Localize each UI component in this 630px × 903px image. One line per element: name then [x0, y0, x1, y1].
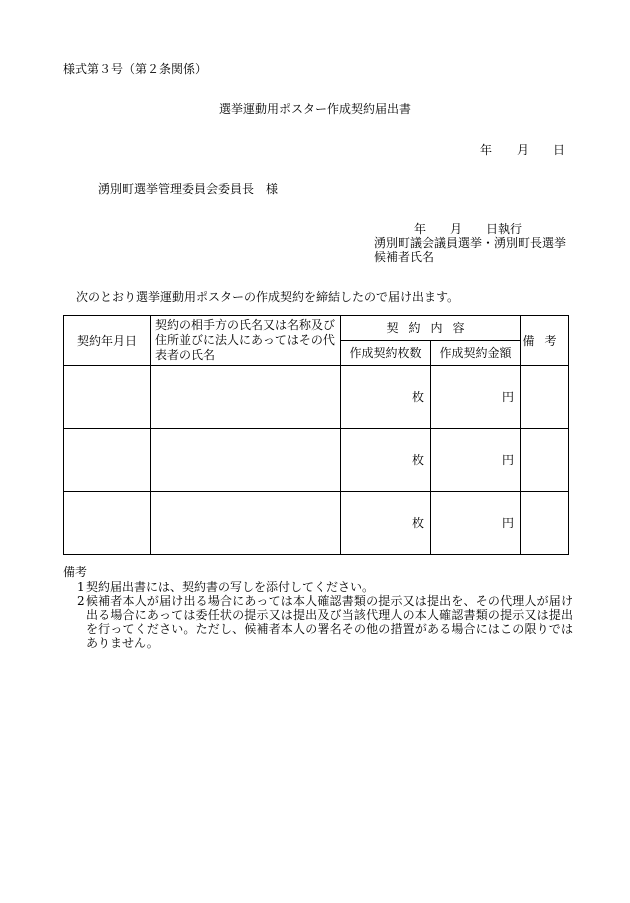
header-amount: 作成契約金額	[431, 341, 521, 366]
date-day-label: 日	[553, 143, 566, 157]
amount-unit: 円	[502, 453, 515, 467]
table-row	[64, 492, 569, 555]
page-title: 選挙運動用ポスター作成契約届出書	[218, 102, 411, 116]
note-number: 1	[77, 580, 85, 594]
cell-counterparty[interactable]	[151, 492, 341, 555]
cell-remarks[interactable]	[521, 492, 569, 555]
amount-unit: 円	[502, 516, 515, 530]
cell-count[interactable]	[341, 429, 431, 492]
execution-date: 年 月 日執行	[414, 222, 523, 236]
cell-counterparty[interactable]	[151, 429, 341, 492]
form-number: 様式第３号（第２条関係）	[63, 62, 208, 76]
cell-count[interactable]	[341, 366, 431, 429]
cell-contract-date[interactable]	[64, 492, 151, 555]
cell-amount[interactable]	[431, 366, 521, 429]
cell-count[interactable]	[341, 492, 431, 555]
count-unit: 枚	[411, 453, 424, 467]
candidate-name-label: 候補者氏名	[374, 250, 435, 264]
date-year-label: 年	[480, 143, 493, 157]
count-unit: 枚	[411, 516, 424, 530]
header-contract-content: 契約内容	[341, 316, 521, 341]
notes-section	[63, 565, 573, 650]
note-text: 候補者本人が届け出る場合にあっては本人確認書類の提示又は提出を、その代理人が届け出る場合にあっては委任状の提示又は提出及び当該代理人の本人確認書類の提示又は提出を行ってください。ただし、候補者本人の署名その他の措置がある場合にはこの限りではありません。	[86, 594, 573, 650]
amount-unit: 円	[502, 390, 515, 404]
cell-amount[interactable]	[431, 492, 521, 555]
cell-remarks[interactable]	[521, 429, 569, 492]
table-row	[64, 366, 569, 429]
header-remarks: 備考	[521, 316, 569, 366]
contracts-table	[63, 315, 569, 555]
header-count: 作成契約枚数	[341, 341, 431, 366]
addressee: 湧別町選挙管理委員会委員長 様	[98, 182, 279, 196]
intro-text: 次のとおり選挙運動用ポスターの作成契約を締結したので届け出ます。	[76, 290, 460, 304]
table-header-row	[64, 316, 569, 341]
note-number: 2	[77, 594, 85, 608]
note-item	[63, 594, 573, 650]
table-row	[64, 429, 569, 492]
note-item	[63, 580, 573, 594]
election-name: 湧別町議会議員選挙・湧別町長選挙	[374, 236, 567, 250]
note-text: 契約届出書には、契約書の写しを添付してください。	[86, 580, 375, 594]
cell-contract-date[interactable]	[64, 366, 151, 429]
header-counterparty: 契約の相手方の氏名又は名称及び住所並びに法人にあってはその代表者の氏名	[151, 316, 341, 366]
notes-heading: 備考	[63, 565, 88, 579]
cell-remarks[interactable]	[521, 366, 569, 429]
count-unit: 枚	[411, 390, 424, 404]
header-contract-date: 契約年月日	[64, 316, 151, 366]
cell-amount[interactable]	[431, 429, 521, 492]
submission-date	[480, 143, 565, 157]
date-month-label: 月	[517, 143, 530, 157]
cell-contract-date[interactable]	[64, 429, 151, 492]
cell-counterparty[interactable]	[151, 366, 341, 429]
